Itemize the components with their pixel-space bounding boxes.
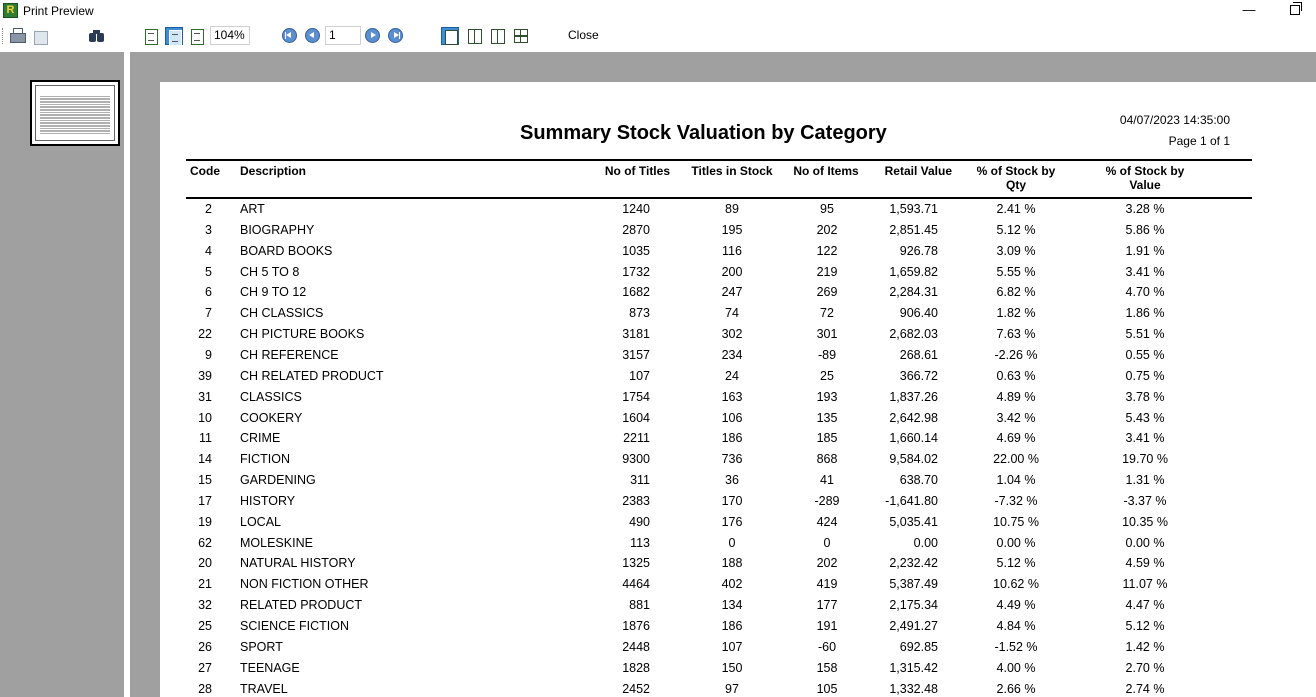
cell-pct-val: 1.42 % <box>1125 639 1165 654</box>
cell-retail: 1,332.48 <box>889 681 938 696</box>
next-page-icon[interactable] <box>365 28 380 43</box>
cell-retail: 5,387.49 <box>889 577 938 592</box>
cell-titles: 1035 <box>622 243 650 258</box>
cell-titles: 311 <box>630 473 650 488</box>
cell-titles: 1604 <box>622 410 650 425</box>
report-page <box>160 82 1316 697</box>
cell-items: 135 <box>816 410 838 425</box>
cell-code: 7 <box>205 306 212 321</box>
cell-titles: 2448 <box>622 639 650 654</box>
minimize-button[interactable]: — <box>1242 2 1256 17</box>
cell-pct-val: 19.70 % <box>1122 452 1168 467</box>
cell-in-stock: 116 <box>722 243 742 258</box>
cell-code: 6 <box>205 285 212 300</box>
cell-in-stock: 170 <box>721 493 743 508</box>
cell-desc: CLASSICS <box>240 389 302 404</box>
two-page-view-icon[interactable] <box>465 27 483 45</box>
cell-in-stock: 106 <box>721 410 743 425</box>
cell-items: 193 <box>816 389 838 404</box>
cell-desc: CH RELATED PRODUCT <box>240 368 384 383</box>
report-page-number: Page 1 of 1 <box>1168 134 1230 148</box>
cell-retail: 0.00 <box>913 535 938 550</box>
cell-retail: 2,491.27 <box>889 619 938 633</box>
cell-retail: 692.85 <box>899 639 938 654</box>
cell-retail: 1,837.26 <box>889 389 938 404</box>
cell-pct-val: 4.70 % <box>1125 285 1165 300</box>
table-row <box>160 682 1316 697</box>
cell-desc: SCIENCE FICTION <box>240 619 350 633</box>
cell-in-stock: 0 <box>728 535 736 550</box>
page-setup-icon[interactable] <box>32 27 50 45</box>
table-row <box>160 202 1316 222</box>
cell-retail: 268.61 <box>899 347 938 362</box>
header-pct-val-line1: % of Stock by <box>1105 164 1185 178</box>
cell-items: 202 <box>816 222 838 237</box>
first-page-icon[interactable] <box>282 28 297 43</box>
cell-in-stock: 36 <box>725 473 739 488</box>
cell-code: 10 <box>198 410 212 425</box>
cell-titles: 1240 <box>622 202 650 216</box>
cell-pct-qty: 0.63 % <box>996 368 1036 383</box>
cell-titles: 1754 <box>622 389 650 404</box>
cell-pct-qty: 3.09 % <box>996 243 1036 258</box>
cell-pct-qty: 5.55 % <box>996 264 1036 279</box>
thumbnail-pane <box>0 52 124 697</box>
single-page-icon[interactable] <box>142 27 160 45</box>
preview-area <box>130 52 1316 697</box>
cell-pct-qty: 0.00 % <box>996 535 1036 550</box>
cell-desc: BOARD BOOKS <box>240 243 333 258</box>
table-row <box>160 619 1316 639</box>
cell-retail: 2,682.03 <box>889 327 938 342</box>
cell-items: 72 <box>820 306 834 321</box>
cell-items: 185 <box>816 431 838 446</box>
table-row <box>160 515 1316 535</box>
cell-items: -289 <box>814 493 840 508</box>
close-button[interactable]: Close <box>568 28 599 42</box>
thumbnail-line <box>40 133 110 134</box>
window-title: Print Preview <box>23 4 94 18</box>
cell-items: 301 <box>816 327 838 342</box>
cell-code: 22 <box>198 327 212 342</box>
table-row <box>160 640 1316 660</box>
cell-code: 5 <box>205 264 212 279</box>
cell-code: 3 <box>205 222 212 237</box>
table-row <box>160 348 1316 368</box>
cell-pct-val: 0.00 % <box>1125 535 1165 550</box>
cell-items: 122 <box>816 243 838 258</box>
cell-in-stock: 24 <box>725 368 739 383</box>
cell-pct-val: 3.28 % <box>1125 202 1165 216</box>
cell-pct-qty: 1.04 % <box>996 473 1036 488</box>
cell-in-stock: 186 <box>721 619 743 633</box>
table-row <box>160 473 1316 493</box>
cell-code: 39 <box>198 368 212 383</box>
table-row <box>160 598 1316 618</box>
cell-titles: 881 <box>629 598 650 613</box>
cell-titles: 3181 <box>622 327 650 342</box>
cell-pct-val: 2.70 % <box>1125 660 1165 675</box>
cell-pct-val: 3.41 % <box>1125 264 1165 279</box>
one-page-view-icon[interactable] <box>441 27 459 45</box>
zoom-field[interactable]: 104% <box>210 26 250 45</box>
cell-items: 424 <box>816 514 838 529</box>
cell-titles: 113 <box>630 535 650 550</box>
cell-desc: CH 5 TO 8 <box>240 264 300 279</box>
cell-pct-qty: 22.00 % <box>993 452 1039 467</box>
table-row <box>160 285 1316 305</box>
cell-code: 20 <box>198 556 212 571</box>
cell-pct-qty: 2.41 % <box>996 202 1036 216</box>
cell-in-stock: 302 <box>721 327 743 342</box>
page-thumbnail[interactable] <box>30 80 120 146</box>
header-rule-top <box>186 159 1252 161</box>
cell-code: 4 <box>205 243 212 258</box>
cell-retail: 2,232.42 <box>889 556 938 571</box>
cell-in-stock: 176 <box>721 514 743 529</box>
cell-pct-val: 5.51 % <box>1125 327 1165 342</box>
cell-in-stock: 188 <box>721 556 743 571</box>
cell-in-stock: 89 <box>725 202 739 216</box>
cell-pct-qty: 10.62 % <box>993 577 1039 592</box>
cell-code: 25 <box>198 619 212 633</box>
cell-in-stock: 97 <box>725 681 739 696</box>
cell-code: 9 <box>205 347 212 362</box>
cell-titles: 4464 <box>622 577 650 592</box>
cell-in-stock: 107 <box>721 639 743 654</box>
cell-desc: ART <box>240 202 265 216</box>
cell-retail: 2,284.31 <box>889 285 938 300</box>
cell-retail: 9,584.02 <box>889 452 938 467</box>
cell-titles: 2452 <box>622 681 650 696</box>
printer-icon[interactable] <box>8 27 26 45</box>
header-rule-bottom <box>186 197 1252 199</box>
cell-desc: NON FICTION OTHER <box>240 577 369 592</box>
cell-code: 19 <box>198 514 212 529</box>
cell-pct-val: 0.55 % <box>1125 347 1165 362</box>
cell-in-stock: 247 <box>721 285 743 300</box>
header-pct-val-line2: Value <box>1129 178 1161 192</box>
cell-retail: 1,659.82 <box>889 264 938 279</box>
cell-retail: 366.72 <box>899 368 938 383</box>
cell-desc: COOKERY <box>240 410 303 425</box>
table-row <box>160 390 1316 410</box>
cell-code: 14 <box>198 452 212 467</box>
table-row <box>160 452 1316 472</box>
table-row <box>160 661 1316 681</box>
cell-pct-val: 1.31 % <box>1125 473 1165 488</box>
cell-items: 191 <box>816 619 838 633</box>
cell-pct-qty: 6.82 % <box>996 285 1036 300</box>
cell-items: 177 <box>816 598 838 613</box>
cell-pct-qty: 2.66 % <box>996 681 1036 696</box>
cell-desc: GARDENING <box>240 473 316 488</box>
cell-titles: 2870 <box>622 222 650 237</box>
cell-pct-val: 1.86 % <box>1125 306 1165 321</box>
cell-in-stock: 150 <box>721 660 743 675</box>
cell-pct-val: 0.75 % <box>1125 368 1165 383</box>
cell-in-stock: 74 <box>725 306 739 321</box>
header-pct-qty-line2: Qty <box>1005 178 1026 192</box>
thumbnail-view-icon[interactable] <box>165 27 183 45</box>
cell-pct-qty: 3.42 % <box>996 410 1036 425</box>
cell-code: 21 <box>198 577 212 592</box>
header-code: Code <box>190 164 220 178</box>
cell-pct-val: 11.07 % <box>1122 577 1168 592</box>
cell-pct-val: 3.78 % <box>1125 389 1165 404</box>
cell-retail: 5,035.41 <box>889 514 938 529</box>
header-pct-qty-line1: % of Stock by <box>976 164 1056 178</box>
cell-pct-qty: 4.49 % <box>996 598 1036 613</box>
cell-titles: 9300 <box>622 452 650 467</box>
cell-titles: 3157 <box>622 347 650 362</box>
table-row <box>160 536 1316 556</box>
header-no-of-titles: No of Titles <box>604 164 670 178</box>
cell-desc: RELATED PRODUCT <box>240 598 363 613</box>
cell-in-stock: 234 <box>721 347 743 362</box>
cell-code: 17 <box>198 493 212 508</box>
toolbar-grip[interactable] <box>2 28 5 44</box>
table-row <box>160 306 1316 326</box>
cell-pct-qty: 7.63 % <box>996 327 1036 342</box>
cell-code: 32 <box>198 598 212 613</box>
cell-titles: 1682 <box>622 285 650 300</box>
page-grid-view-icon[interactable] <box>511 27 529 45</box>
cell-code: 15 <box>198 473 212 488</box>
cell-titles: 2383 <box>622 493 650 508</box>
app-logo-icon: R <box>3 3 18 18</box>
binoculars-icon[interactable] <box>88 27 106 45</box>
cell-desc: NATURAL HISTORY <box>240 556 356 571</box>
cell-pct-val: 1.91 % <box>1125 243 1165 258</box>
cell-desc: TEENAGE <box>240 660 300 675</box>
cell-desc: SPORT <box>240 639 283 654</box>
cell-in-stock: 402 <box>721 577 743 592</box>
cell-retail: 2,642.98 <box>889 410 938 425</box>
cell-items: 419 <box>816 577 838 592</box>
cell-items: 158 <box>816 660 838 675</box>
cell-in-stock: 134 <box>721 598 743 613</box>
cell-desc: BIOGRAPHY <box>240 222 315 237</box>
cell-items: 868 <box>816 452 838 467</box>
toolbar <box>0 22 1316 51</box>
cell-pct-val: 4.59 % <box>1125 556 1165 571</box>
cell-items: 41 <box>820 473 834 488</box>
table-row <box>160 244 1316 264</box>
cell-pct-qty: 4.89 % <box>996 389 1036 404</box>
cell-retail: 926.78 <box>899 243 938 258</box>
cell-pct-val: 5.12 % <box>1125 619 1165 633</box>
cell-retail: 906.40 <box>899 306 938 321</box>
cell-desc: MOLESKINE <box>240 535 313 550</box>
cell-pct-qty: 5.12 % <box>996 556 1036 571</box>
cell-titles: 1876 <box>622 619 650 633</box>
cell-desc: CH PICTURE BOOKS <box>240 327 365 342</box>
cell-desc: CH REFERENCE <box>240 347 339 362</box>
last-page-icon[interactable] <box>388 28 403 43</box>
cell-pct-qty: 4.84 % <box>996 619 1036 633</box>
cell-pct-val: 4.47 % <box>1125 598 1165 613</box>
header-no-of-items: No of Items <box>793 164 859 178</box>
page-number-input[interactable]: 1 <box>325 26 361 45</box>
cell-items: 95 <box>820 202 834 216</box>
restore-button[interactable] <box>1272 0 1316 22</box>
cell-items: 219 <box>816 264 838 279</box>
table-row <box>160 556 1316 576</box>
cell-items: 0 <box>823 535 831 550</box>
cell-in-stock: 736 <box>721 452 743 467</box>
table-row <box>160 265 1316 285</box>
cell-in-stock: 195 <box>721 222 743 237</box>
cell-in-stock: 200 <box>721 264 743 279</box>
table-row <box>160 327 1316 347</box>
table-row <box>160 431 1316 451</box>
cell-code: 27 <box>198 660 212 675</box>
cell-pct-qty: 5.12 % <box>996 222 1036 237</box>
cell-pct-val: 2.74 % <box>1125 681 1165 696</box>
cell-desc: LOCAL <box>240 514 281 529</box>
cell-retail: 1,593.71 <box>889 202 938 216</box>
cell-pct-val: 3.41 % <box>1125 431 1165 446</box>
cell-code: 2 <box>205 202 212 216</box>
cell-retail: 2,175.34 <box>889 598 938 613</box>
cell-pct-val: 10.35 % <box>1122 514 1168 529</box>
cell-in-stock: 163 <box>721 389 743 404</box>
table-row <box>160 577 1316 597</box>
report-title: Summary Stock Valuation by Category <box>520 122 887 144</box>
cell-items: -89 <box>817 347 837 362</box>
cell-retail: 1,315.42 <box>889 660 938 675</box>
cell-code: 11 <box>199 431 212 446</box>
cell-desc: TRAVEL <box>240 681 288 696</box>
cell-retail: -1,641.80 <box>885 493 938 508</box>
cell-items: 202 <box>816 556 838 571</box>
cell-code: 26 <box>198 639 212 654</box>
title-bar <box>0 0 1316 22</box>
table-row <box>160 369 1316 389</box>
cell-titles: 1325 <box>622 556 650 571</box>
cell-pct-qty: 4.00 % <box>996 660 1036 675</box>
cell-pct-qty: 10.75 % <box>993 514 1039 529</box>
cell-titles: 490 <box>629 514 650 529</box>
cell-desc: CH CLASSICS <box>240 306 324 321</box>
document-map-icon[interactable] <box>188 27 206 45</box>
cell-pct-qty: 1.82 % <box>996 306 1036 321</box>
cell-desc: FICTION <box>240 452 290 467</box>
cell-titles: 1732 <box>622 264 650 279</box>
previous-page-icon[interactable] <box>305 28 320 43</box>
header-description: Description <box>240 164 307 178</box>
cell-pct-val: 5.86 % <box>1125 222 1165 237</box>
cell-desc: CH 9 TO 12 <box>240 285 307 300</box>
cell-retail: 638.70 <box>899 473 938 488</box>
cell-items: 25 <box>820 368 834 383</box>
cell-pct-qty: 4.69 % <box>996 431 1036 446</box>
cell-pct-qty: -7.32 % <box>994 493 1038 508</box>
cell-pct-val: 5.43 % <box>1125 410 1165 425</box>
cell-pct-val: -3.37 % <box>1123 493 1167 508</box>
report-datetime: 04/07/2023 14:35:00 <box>1119 113 1230 127</box>
cell-items: 105 <box>816 681 838 696</box>
cell-items: 269 <box>816 285 838 300</box>
cell-desc: HISTORY <box>240 493 296 508</box>
cell-titles: 107 <box>629 368 650 383</box>
cell-desc: CRIME <box>240 431 281 446</box>
cell-titles: 1828 <box>622 660 650 675</box>
cell-code: 31 <box>198 389 212 404</box>
cell-code: 28 <box>198 681 212 696</box>
header-pct-stock-qty <box>960 164 1072 192</box>
cell-retail: 1,660.14 <box>889 431 938 446</box>
cell-retail: 2,851.45 <box>889 222 938 237</box>
cell-items: -60 <box>817 639 837 654</box>
cell-pct-qty: -1.52 % <box>994 639 1038 654</box>
cell-titles: 2211 <box>623 431 650 446</box>
table-row <box>160 223 1316 243</box>
cell-titles: 873 <box>629 306 650 321</box>
cell-code: 62 <box>198 535 212 550</box>
cell-in-stock: 186 <box>721 431 743 446</box>
thumbnail-page-image <box>35 85 115 141</box>
table-row <box>160 411 1316 431</box>
table-row <box>160 494 1316 514</box>
cell-pct-qty: -2.26 % <box>994 347 1038 362</box>
multi-page-view-icon[interactable] <box>488 27 506 45</box>
header-pct-stock-value <box>1085 164 1205 192</box>
header-titles-in-stock: Titles in Stock <box>691 164 773 178</box>
header-retail-value: Retail Value <box>884 164 952 178</box>
